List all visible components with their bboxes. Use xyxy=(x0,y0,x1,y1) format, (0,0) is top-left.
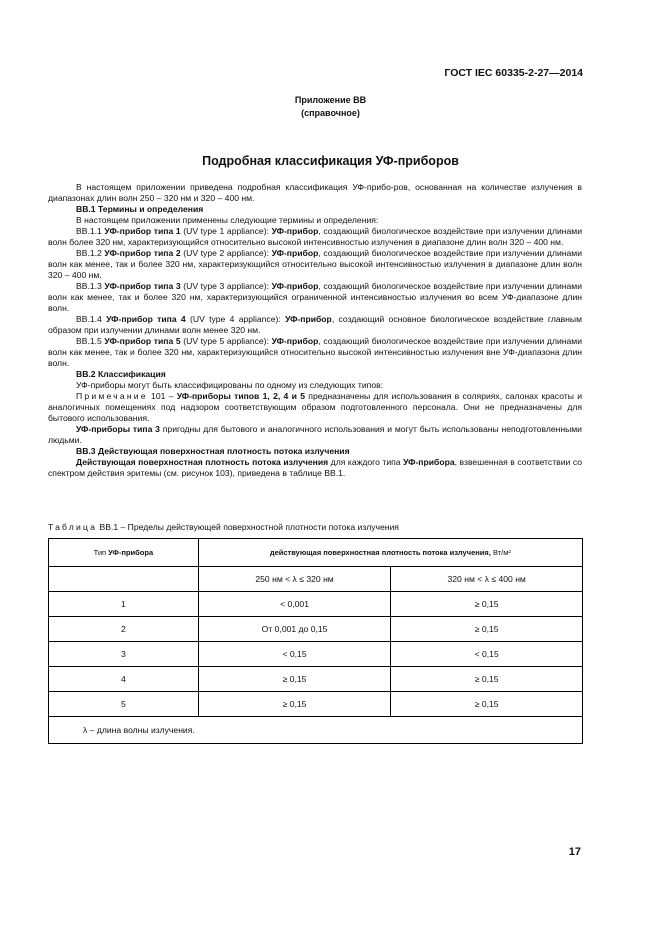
note-bold: УФ-приборы типов 1, 2, 4 и 5 xyxy=(176,391,305,401)
def-text: , создающий биологическое воздействие при излучении длинами волн как менее, так и более 320 нм, характеризующийся относительно высокой интенсивностью излучения вне УФ-диапазона длин волн. xyxy=(48,336,582,368)
def-english: (UV type 2 appliance): xyxy=(180,248,272,258)
type3-text: пригодны для бытового и аналогичного использования и могут быть использованы неподготовленными людьми. xyxy=(48,424,582,445)
subheader-range-1: 250 нм < λ ≤ 320 нм xyxy=(198,567,391,592)
table-note-row xyxy=(49,717,583,744)
def-english: (UV type 4 appliance): xyxy=(185,314,286,324)
definition-bb15 xyxy=(48,336,582,369)
table-row xyxy=(49,617,583,642)
def-term: УФ-прибор типа 4 xyxy=(106,314,186,324)
def-term-ref: УФ-прибор xyxy=(285,314,332,324)
def-term: УФ-прибор типа 5 xyxy=(104,336,181,346)
cell-type: 1 xyxy=(49,592,199,617)
annex-status: (справочное) xyxy=(301,108,360,118)
bb3-mid: для каждого типа xyxy=(328,457,404,467)
header-type-prefix: Тип xyxy=(93,548,109,557)
section-bb3-heading: ВВ.3 Действующая поверхностная плотность потока излучения xyxy=(76,446,350,456)
def-text: , создающий основное биологическое воздействие главным образом при излучении длинами волн менее 320 нм. xyxy=(48,314,583,335)
def-term-ref: УФ-прибор xyxy=(271,248,319,258)
table-row xyxy=(49,667,583,692)
intro-paragraph: В настоящем приложении приведена подробная классификация УФ-прибо-ров, основанная на количестве излучения в диапазонах длин волн 250 – 320 нм и 320 – 400 нм. xyxy=(48,182,582,203)
header-irradiance-bold: действующая поверхностная плотность потока излучения, xyxy=(269,548,491,557)
cell-range-2: ≥ 0,15 xyxy=(391,617,583,642)
note-number: 101 – xyxy=(147,391,177,401)
subheader-range-2: 320 нм < λ ≤ 400 нм xyxy=(391,567,583,592)
page-title: Подробная классификация УФ-приборов xyxy=(202,154,459,168)
cell-type: 2 xyxy=(49,617,199,642)
cell-range-1: < 0,15 xyxy=(198,642,391,667)
cell-range-2: ≥ 0,15 xyxy=(391,592,583,617)
cell-range-2: ≥ 0,15 xyxy=(391,667,583,692)
page-number: 17 xyxy=(568,846,581,858)
definition-bb13 xyxy=(48,281,582,314)
section-bb1-intro: В настоящем приложении применены следующие термины и определения: xyxy=(76,215,379,225)
table-caption xyxy=(48,522,399,532)
bb3-text: , взвешенная в соответствии со спектром действия эритемы (см. рисунок 103), приведена в таблице ВВ.1. xyxy=(48,457,582,478)
standard-designation: ГОСТ IEC 60335-2-27—2014 xyxy=(444,67,583,79)
table-caption-text: ВВ.1 – Пределы действующей поверхностной плотности потока излучения xyxy=(97,522,399,532)
cell-range-2: ≥ 0,15 xyxy=(391,692,583,717)
table-note: λ – длина волны излучения. xyxy=(49,717,583,744)
note-101 xyxy=(48,391,582,424)
note-text: предназначены для использования в соляриях, салонах красоты и аналогичных помещениях под надзором соответствующим образом подготовленного персонала. Они не предназначены для бытового использования. xyxy=(48,391,582,423)
table-caption-label: Таблица xyxy=(48,522,98,532)
cell-range-1: ≥ 0,15 xyxy=(198,692,391,717)
def-number: ВВ.1.3 xyxy=(76,281,105,291)
section-bb3-text xyxy=(48,457,582,479)
definition-bb14 xyxy=(48,314,582,336)
def-english: (UV type 5 appliance): xyxy=(180,336,272,346)
annex-heading xyxy=(0,94,661,120)
def-term-ref: УФ-прибор xyxy=(271,226,319,236)
section-bb1-heading: ВВ.1 Термины и определения xyxy=(76,204,204,214)
header-irradiance-unit: Вт/м² xyxy=(490,548,511,557)
table-row xyxy=(49,642,583,667)
cell-range-1: От 0,001 до 0,15 xyxy=(198,617,391,642)
table-header-row xyxy=(49,539,583,567)
header-type xyxy=(49,539,199,567)
type3-bold: УФ-приборы типа 3 xyxy=(76,424,160,434)
empty-cell xyxy=(49,567,199,592)
section-bb2-intro: УФ-приборы могут быть классифицированы по одному из следующих типов: xyxy=(76,380,384,390)
annex-title: Приложение ВВ xyxy=(294,95,367,105)
cell-type: 5 xyxy=(49,692,199,717)
def-term-ref: УФ-прибор xyxy=(271,336,319,346)
header-type-bold: УФ-прибора xyxy=(108,548,154,557)
def-english: (UV type 1 appliance): xyxy=(180,226,272,236)
def-text: , создающий биологическое воздействие при излучении длинами волн как менее, так и более 320 нм, характеризующийся ограниченной интенсивностью излучения во всем УФ-диапазоне длин волн. xyxy=(48,281,582,313)
table-row xyxy=(49,592,583,617)
def-term-ref: УФ-прибор xyxy=(271,281,319,291)
def-text: , создающий биологическое воздействие при излучении длинами волн как менее, так и более 320 нм, характеризующийся относительно высокой интенсивностью излучения в диапазоне длин волн 320 – 400 нм. xyxy=(48,248,582,280)
bb3-term2: УФ-прибора xyxy=(403,457,455,467)
def-term: УФ-прибор типа 1 xyxy=(104,226,181,236)
def-term: УФ-прибор типа 3 xyxy=(104,281,181,291)
def-term: УФ-прибор типа 2 xyxy=(104,248,181,258)
cell-range-2: < 0,15 xyxy=(391,642,583,667)
def-text: , создающий биологическое воздействие при излучении длинами волн более 320 нм, характеризующийся относительно высокой интенсивностью излучения в диапазоне длин волн 320 – 400 нм. xyxy=(48,226,582,247)
def-number: ВВ.1.2 xyxy=(76,248,105,258)
cell-range-1: < 0,001 xyxy=(198,592,391,617)
table-subheader-row xyxy=(49,567,583,592)
note-label: Примечание xyxy=(76,391,148,401)
cell-type: 4 xyxy=(49,667,199,692)
cell-range-1: ≥ 0,15 xyxy=(198,667,391,692)
def-number: ВВ.1.5 xyxy=(76,336,105,346)
definition-bb12 xyxy=(48,248,582,281)
definition-bb11 xyxy=(48,226,582,248)
table-row xyxy=(49,692,583,717)
def-number: ВВ.1.4 xyxy=(76,314,107,324)
type3-paragraph xyxy=(48,424,582,446)
bb3-term: Действующая поверхностная плотность потока излучения xyxy=(76,457,329,467)
section-bb2-heading: ВВ.2 Классификация xyxy=(76,369,166,379)
header-irradiance xyxy=(198,539,582,567)
cell-type: 3 xyxy=(49,642,199,667)
body-text xyxy=(48,182,582,479)
def-english: (UV type 3 appliance): xyxy=(180,281,272,291)
def-number: ВВ.1.1 xyxy=(76,226,105,236)
irradiance-table xyxy=(48,538,583,744)
